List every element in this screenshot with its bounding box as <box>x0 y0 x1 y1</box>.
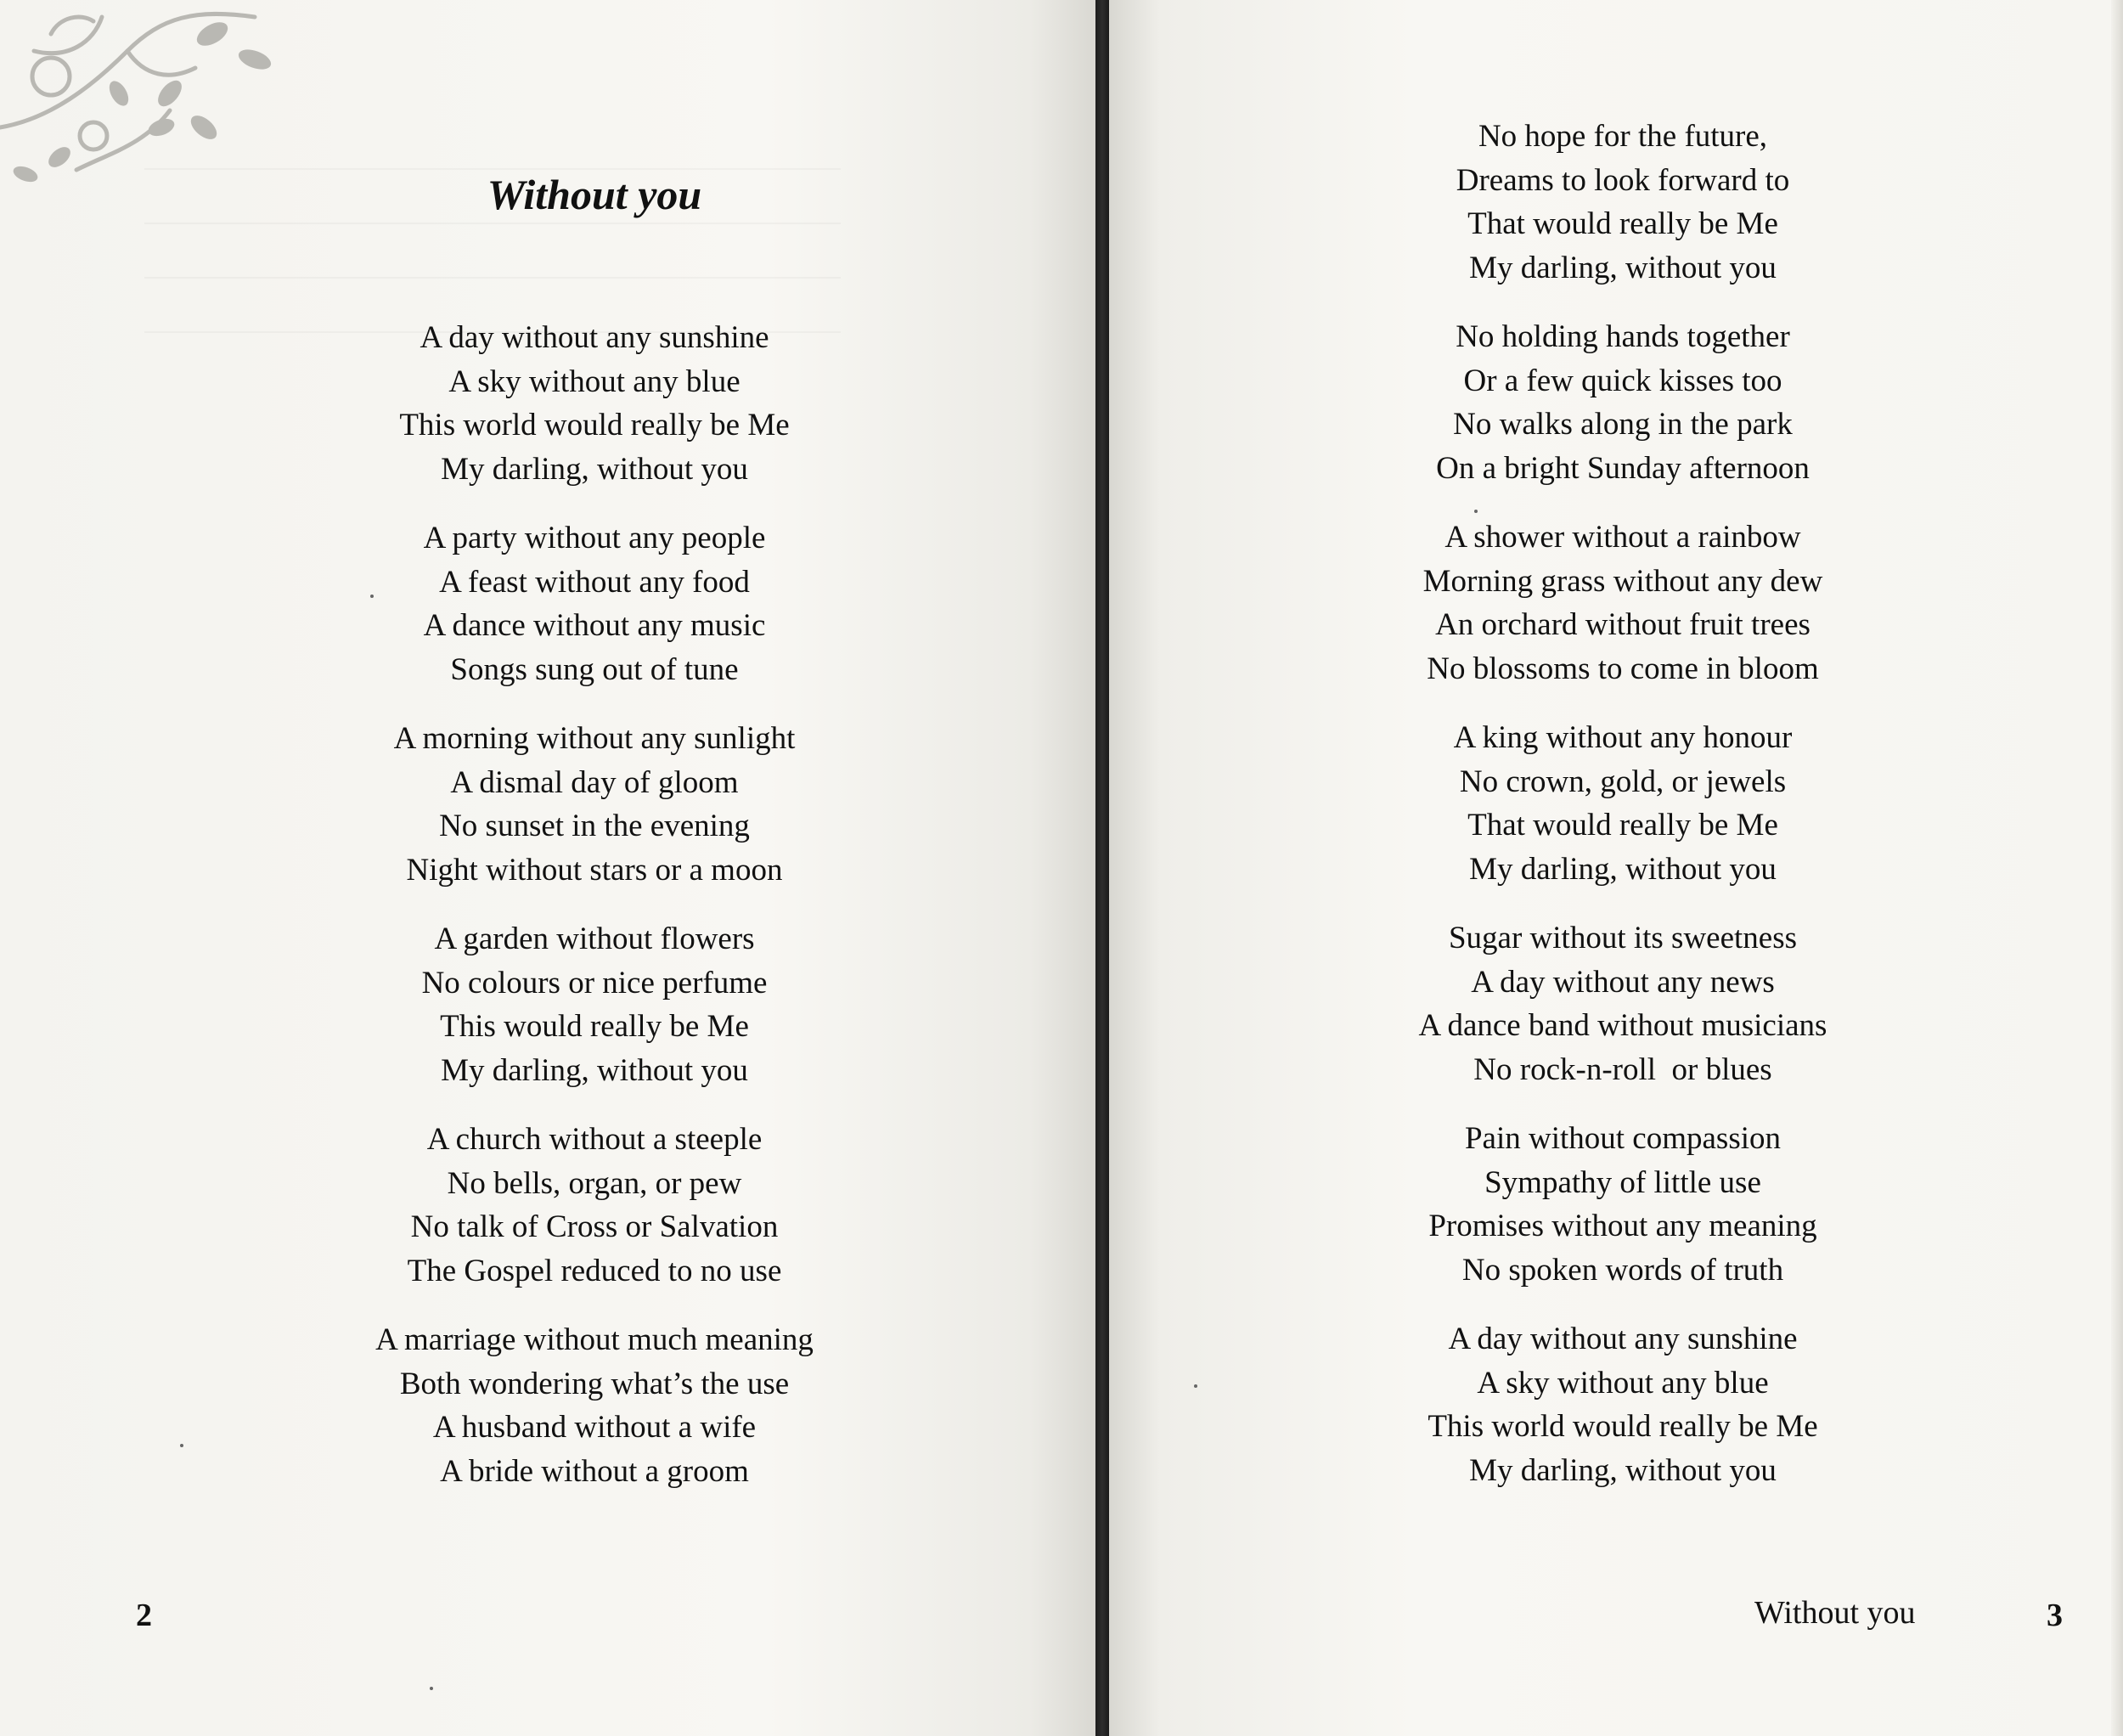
poem-line: My darling, without you <box>1469 250 1777 285</box>
poem-line: Sugar without its sweetness <box>1448 921 1798 955</box>
stanza <box>1279 1117 1967 1292</box>
running-head: Without you <box>1754 1595 1916 1631</box>
poem-line: A husband without a wife <box>432 1410 757 1445</box>
poem-line: No bells, organ, or pew <box>447 1165 742 1201</box>
stanza <box>1279 716 1967 891</box>
poem-line: No walks along in the park <box>1453 407 1793 442</box>
paper-speck <box>180 1444 183 1447</box>
poem-line: This world would really be Me <box>399 408 790 442</box>
poem-body-left <box>255 316 934 1519</box>
bleed-through-texture <box>144 127 841 345</box>
poem-line: Both wondering what’s the use <box>399 1366 790 1401</box>
poem-line: My darling, without you <box>441 1052 748 1088</box>
poem-line: A party without any people <box>423 521 766 555</box>
poem-line: No spoken words of truth <box>1461 1252 1784 1288</box>
poem-line: A day without any sunshine <box>420 320 769 355</box>
poem-line: Sympathy of little use <box>1484 1164 1761 1200</box>
poem-line: A day without any news <box>1471 964 1775 1000</box>
poem-line: A king without any honour <box>1453 720 1793 755</box>
poem-line: This world would really be Me <box>1428 1409 1818 1444</box>
stanza <box>1279 1317 1967 1492</box>
paper-speck <box>430 1687 433 1690</box>
poem-line: A sky without any blue <box>1477 1365 1769 1401</box>
poem-line: Morning grass without any dew <box>1422 563 1823 599</box>
poem-line: That would really be Me <box>1467 808 1778 843</box>
poem-line: Songs sung out of tune <box>450 651 739 687</box>
poem-line: On a bright Sunday afternoon <box>1436 450 1810 486</box>
poem-line: A morning without any sunlight <box>393 721 796 756</box>
poem-line: No sunset in the evening <box>439 809 750 843</box>
poem-line: A garden without flowers <box>434 922 755 956</box>
poem-line: A dance without any music <box>423 608 766 643</box>
paper-speck <box>370 595 374 598</box>
stanza <box>1279 315 1967 490</box>
poem-line: A shower without a rainbow <box>1444 520 1801 555</box>
stanza <box>255 717 934 892</box>
stanza <box>255 316 934 491</box>
poem-line: No hope for the future, <box>1478 119 1768 154</box>
poem-line: No holding hands together <box>1456 319 1790 354</box>
stanza <box>255 917 934 1092</box>
page-number-left: 2 <box>136 1598 152 1633</box>
page-number-right: 3 <box>2047 1598 2063 1633</box>
paper-speck <box>1194 1384 1197 1388</box>
poem-line: Pain without compassion <box>1464 1121 1782 1156</box>
poem-line: A marriage without much meaning <box>375 1322 814 1357</box>
poem-line: A dance band without musicians <box>1418 1008 1827 1043</box>
poem-line: The Gospel reduced to no use <box>407 1253 782 1288</box>
stanza <box>1279 916 1967 1091</box>
page-edge <box>2111 0 2123 1736</box>
poem-line: No colours or nice perfume <box>421 965 768 1000</box>
poem-line: Promises without any meaning <box>1428 1209 1817 1243</box>
poem-line: My darling, without you <box>441 451 748 487</box>
stanza <box>255 1118 934 1293</box>
stanza <box>1279 115 1967 290</box>
poem-line: A bride without a groom <box>440 1453 749 1489</box>
poem-line: Night without stars or a moon <box>406 852 783 888</box>
poem-line: No crown, gold, or jewels <box>1459 764 1787 799</box>
poem-body-right <box>1279 115 1967 1518</box>
poem-line: An orchard without fruit trees <box>1435 607 1810 642</box>
poem-line: No rock-n-roll or blues <box>1473 1051 1772 1087</box>
poem-line: This would really be Me <box>440 1009 749 1044</box>
poem-line: A sky without any blue <box>448 364 741 399</box>
poem-title: Without you <box>487 171 702 218</box>
poem-line: Dreams to look forward to <box>1456 162 1790 198</box>
poem-line: A feast without any food <box>439 564 750 600</box>
poem-line: My darling, without you <box>1469 1452 1777 1488</box>
poem-line: No blossoms to come in bloom <box>1427 651 1819 686</box>
stanza <box>1279 516 1967 690</box>
stanza <box>255 516 934 691</box>
poem-line: A dismal day of gloom <box>450 764 739 800</box>
poem-line: A church without a steeple <box>426 1122 763 1157</box>
poem-line: Or a few quick kisses too <box>1463 363 1782 398</box>
poem-line: A day without any sunshine <box>1448 1322 1798 1356</box>
book-gutter <box>1095 0 1109 1736</box>
poem-line: That would really be Me <box>1467 206 1778 241</box>
poem-line: No talk of Cross or Salvation <box>410 1209 779 1244</box>
stanza <box>255 1318 934 1493</box>
poem-line: My darling, without you <box>1469 851 1777 887</box>
